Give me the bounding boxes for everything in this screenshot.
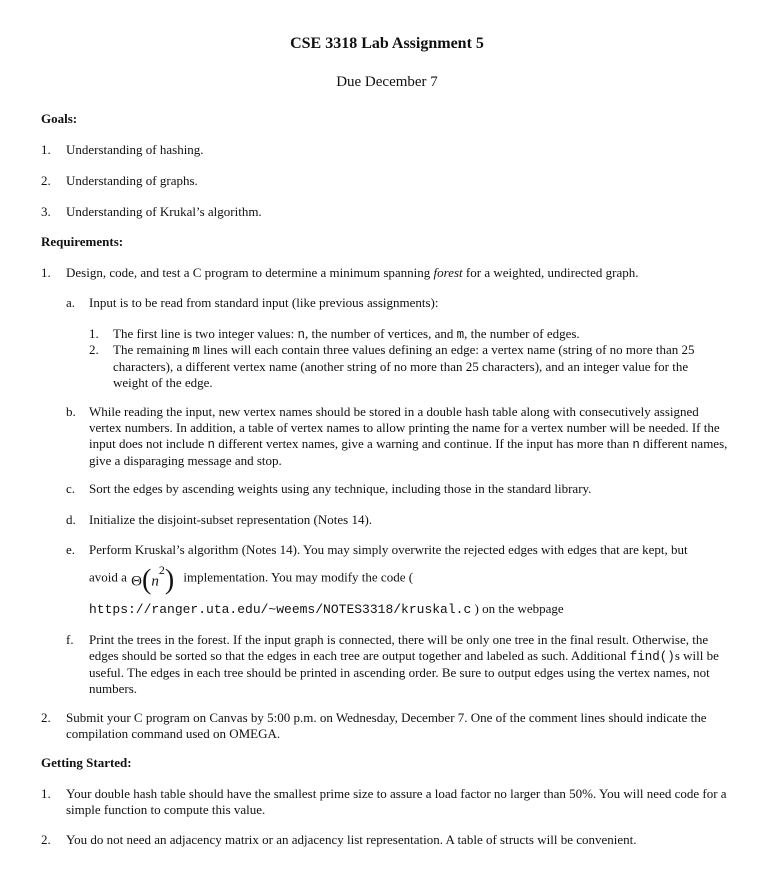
page-title: CSE 3318 Lab Assignment 5 (290, 35, 484, 52)
req-2-num: 2. (41, 710, 51, 725)
item-b-text: While reading the input, new vertex names should be stored in a double hash table along with consecutively assigned vertex numbers. In addition, a table of vertex names to allow printing the name for a vertex number will be needed. If the input does not include n different vertex names, give a warning and continue. If the input has more than n different names, give a disparaging message and stop. (89, 404, 728, 468)
goal-2-num: 2. (41, 173, 51, 188)
goals-heading: Goals: (41, 111, 78, 126)
goal-1-num: 1. (41, 142, 51, 157)
item-a-sub-2-text: The remaining m lines will each contain three values defining an edge: a vertex name (string of no more than 25 characters), a different vertex name (another string of no more than 25 characters), and an integer value for the weight of the edge. (113, 342, 695, 390)
req-1-num: 1. (41, 265, 51, 280)
item-e-line-3: https://ranger.uta.edu/~weems/NOTES3318/kruskal.c ) on the webpage (89, 601, 564, 617)
theta-n-squared-formula: $\Theta(n^2)$ (131, 563, 175, 596)
goal-3-text: Understanding of Krukal’s algorithm. (66, 204, 262, 219)
item-e-label: e. (66, 542, 76, 557)
item-d-text: Initialize the disjoint-subset representation (Notes 14). (89, 512, 373, 527)
item-a-sub-2-num: 2. (89, 342, 99, 357)
gs-1-num: 1. (41, 786, 51, 801)
item-a-text: Input is to be read from standard input (like previous assignments): (89, 295, 439, 310)
item-b-label: b. (66, 404, 76, 419)
item-e-line-1: Perform Kruskal’s algorithm (Notes 14). You may simply overwrite the rejected edges with edges that are kept, but (89, 542, 688, 557)
item-f-text: Print the trees in the forest. If the input graph is connected, there will be only one tree in the final result. Otherwise, the edges should be sorted so that the edges in each tree are output together and labeled as such. Additional find()s will be useful. The edges in each tree should be printed in ascending order. Be sure to output edges using the vertex names, not numbers. (89, 632, 719, 696)
item-d-label: d. (66, 512, 76, 527)
gs-1-text: Your double hash table should have the smallest prime size to assure a load factor no larger than 50%. You will need code for a simple function to compute this value. (66, 786, 727, 817)
getting-started-heading: Getting Started: (41, 755, 132, 770)
gs-2-num: 2. (41, 832, 51, 847)
item-c-text: Sort the edges by ascending weights using any technique, including those in the standard library. (89, 481, 592, 496)
due-date: Due December 7 (336, 74, 438, 90)
goal-3-num: 3. (41, 204, 51, 219)
item-a-label: a. (66, 295, 76, 310)
item-c-label: c. (66, 481, 76, 496)
item-f-label: f. (66, 632, 74, 647)
goal-2-text: Understanding of graphs. (66, 173, 198, 188)
item-a-sub-1-text: The first line is two integer values: n, the number of vertices, and m, the number of edges. (113, 326, 580, 342)
kruskal-code-link[interactable]: https://ranger.uta.edu/~weems/NOTES3318/kruskal.c (89, 602, 472, 617)
item-a-sub-1-num: 1. (89, 326, 99, 341)
requirements-heading: Requirements: (41, 234, 124, 249)
req-2-text: Submit your C program on Canvas by 5:00 p.m. on Wednesday, December 7. One of the comment lines should indicate the compilation command used on OMEGA. (66, 710, 707, 741)
gs-2-text: You do not need an adjacency matrix or an adjacency list representation. A table of structs will be convenient. (66, 832, 637, 847)
item-e-line-2: avoid a $\Theta(n^2)$ implementation. You may modify the code ( (89, 563, 414, 596)
goal-1-text: Understanding of hashing. (66, 142, 204, 157)
req-1-text: Design, code, and test a C program to determine a minimum spanning forest for a weighted, undirected graph. (66, 265, 639, 280)
